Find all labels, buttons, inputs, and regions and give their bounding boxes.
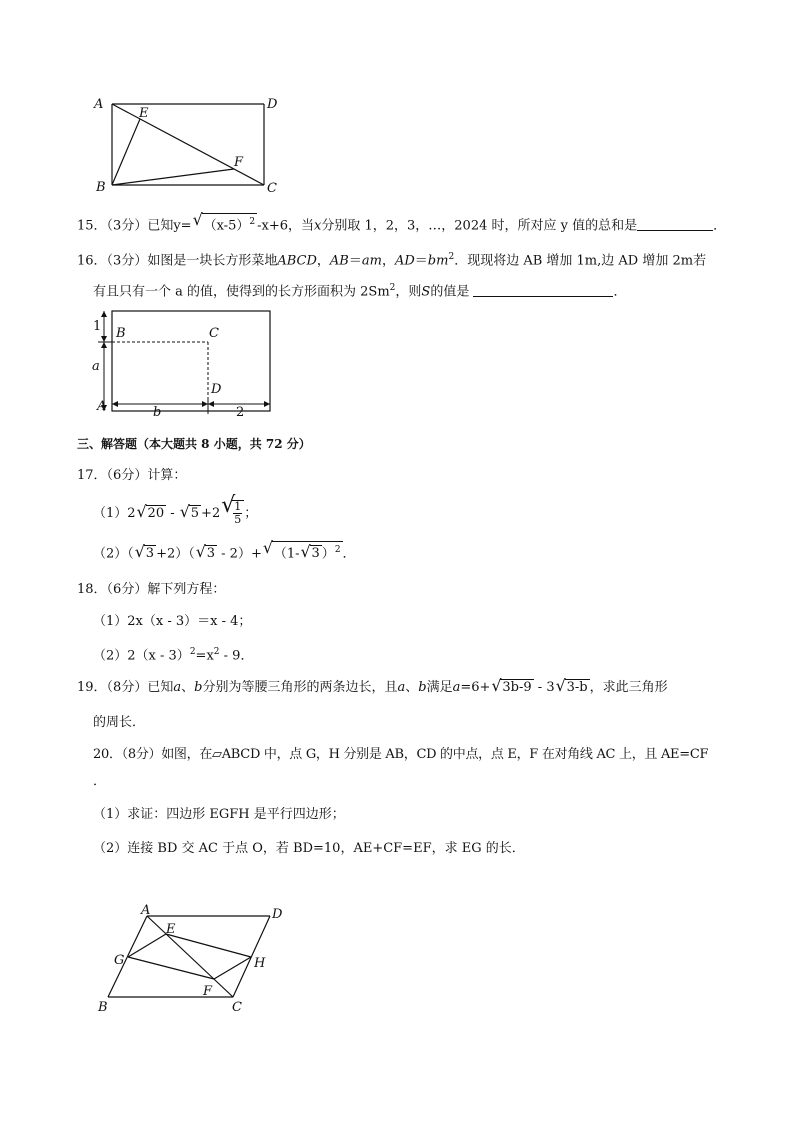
question-16-line1: 16．（3分）如图是一块长方形菜地ABCD，AB＝am，$AD=bm^2$．现现将边 AB 增加 1m,边 AD 增加 2m若 xyxy=(77,252,707,269)
question-20-line2: ． xyxy=(93,774,107,789)
question-18: 18．（6分）解下列方程： xyxy=(77,582,226,597)
label-h: H xyxy=(254,956,266,971)
answer-blank-15 xyxy=(637,216,713,231)
question-19-line1: 19．（8分）已知a、b分别为等腰三角形的两条边长，且a、b满足a=6+ √ 3b-9 - 3 √ 3-b ，求此三角形 xyxy=(77,676,668,695)
label-b-bottom: b xyxy=(153,405,162,418)
label-c: C xyxy=(209,326,219,341)
question-20-part1: （1）求证：四边形 EGFH 是平行四边形； xyxy=(93,807,345,822)
question-15: 15．（3分）已知y= √ $(x-5)^2$ -x+6，当x分别取 1，2，3，…，2024 时，所对应 y 值的总和是 ． xyxy=(77,210,727,234)
label-d: D xyxy=(272,907,283,922)
figure-garden-plot xyxy=(86,306,278,418)
question-19-line2: 的周长． xyxy=(93,715,146,730)
label-d: D xyxy=(267,97,278,112)
figure-parallelogram xyxy=(90,900,290,1018)
label-e: E xyxy=(166,922,176,937)
question-20-line1: 20．（8分）如图，在▱ABCD 中，点 G，H 分别是 AB，CD 的中点，点 E，F 在对角线 AC 上，且 AE=CF xyxy=(93,747,709,762)
label-f: F xyxy=(234,155,244,170)
figure-rectangle-abcd xyxy=(88,92,288,202)
label-c: C xyxy=(232,1000,242,1015)
question-17-part1: （1）2 √ 20 - √ 5 +2 √ $\frac{1}{5}$ ； xyxy=(93,493,258,526)
question-17-part2: （2）（ √ 3 +2）（ √ 3 - 2）+ √ （1- √ 3 ）$^2$ ． xyxy=(93,538,356,562)
section-heading: 三、解答题（本大题共 8 小题，共 72 分） xyxy=(77,437,311,451)
answer-blank-16 xyxy=(473,282,613,297)
label-b: B xyxy=(98,1000,108,1015)
label-a-side: a xyxy=(92,359,100,374)
question-16-line2: 有且只有一个 a 的值，使得到的长方形面积为 2Sm$^2$，则S的值是 ． xyxy=(93,283,627,300)
question-18-part1: （1）2x（x - 3）＝x - 4； xyxy=(93,614,252,629)
label-c: C xyxy=(267,181,277,196)
label-a: A xyxy=(97,399,107,414)
label-2: 2 xyxy=(236,405,245,418)
label-1: 1 xyxy=(93,319,102,334)
question-18-part2: $(2)2(x - 3)^2=x^2 - 9$． xyxy=(93,647,254,664)
sqrt-expression: √ $(x-5)^2$ xyxy=(192,210,256,234)
question-20-part2: （2）连接 BD 交 AC 于点 O，若 BD=10，AE+CF=EF，求 EG 的长． xyxy=(93,841,525,856)
label-a: A xyxy=(94,97,104,112)
label-g: G xyxy=(114,953,125,968)
label-b: B xyxy=(96,180,106,195)
label-b: B xyxy=(116,326,126,341)
label-a: A xyxy=(141,903,151,918)
label-d: D xyxy=(211,382,222,397)
label-f: F xyxy=(203,984,213,999)
question-17: 17．（6分）计算： xyxy=(77,468,187,483)
label-e: E xyxy=(139,106,149,121)
